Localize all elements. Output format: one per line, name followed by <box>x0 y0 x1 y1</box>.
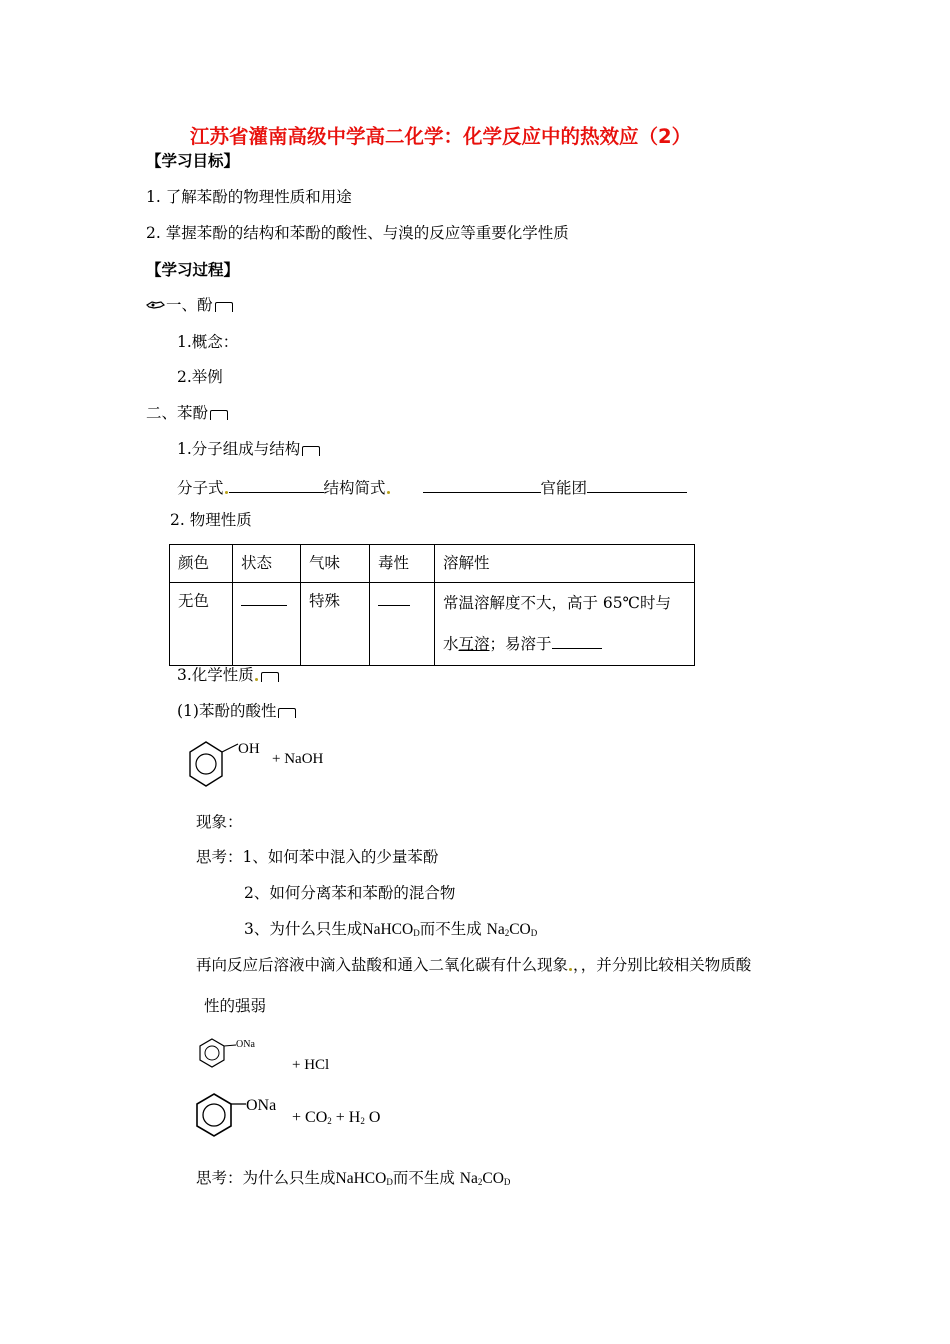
dot-mark <box>387 491 390 494</box>
acidity-heading <box>177 704 296 720</box>
solvent-blank[interactable] <box>552 634 602 649</box>
bracket-mark <box>302 446 320 456</box>
think-question <box>244 922 537 938</box>
table-cell-solubility <box>435 583 695 666</box>
physical-properties-table <box>169 544 695 666</box>
question-text: 思考：为什么只生成 <box>196 1169 336 1187</box>
table-header-cell: 状态 <box>233 545 301 583</box>
page-title: 江苏省灌南高级中学高二化学：化学反应中的热效应（2） <box>190 125 692 148</box>
think-question <box>196 850 438 866</box>
molecular-formula-label: 分子式 <box>177 479 224 497</box>
benzene-ring <box>190 742 222 786</box>
reacid-question-cont: 性的强弱 <box>204 997 267 1015</box>
dot-mark <box>255 678 258 681</box>
phenoxide-label: ONa <box>236 1039 255 1050</box>
phenomenon-label: 现象： <box>196 813 243 831</box>
think-question-2 <box>196 1171 510 1187</box>
structure-formula-label: 结构简式 <box>323 479 386 497</box>
section-phenol-class <box>146 298 233 314</box>
concept-item: 1.概念： <box>177 333 239 351</box>
question-text: 而不生成 <box>419 920 482 938</box>
subsection-title: 3.化学性质 <box>177 666 254 684</box>
solubility-text: ；易溶于 <box>489 635 552 653</box>
objectives-heading: 【学习目标】 <box>146 151 240 170</box>
formula-na2co3: $Na_2CO_D$ <box>486 921 538 938</box>
question-text: 再向反应后溶液中滴入盐酸和通入二氧化碳有什么现象 <box>196 956 569 974</box>
section-phenol <box>146 406 228 422</box>
subsection-title: 1.分子组成与结构 <box>177 440 301 458</box>
subsection-chemical <box>177 668 279 684</box>
solubility-underlined: 互溶 <box>458 635 490 653</box>
structure-formula-blank[interactable] <box>423 478 541 493</box>
formula-nahco3: NaHCO$_D$ <box>335 1170 393 1187</box>
bond-line <box>222 744 238 752</box>
think-label: 思考： <box>196 848 243 866</box>
aromatic-circle <box>203 1104 225 1126</box>
formula-na2co3: $Na_2CO_D$ <box>459 1170 511 1187</box>
functional-group-blank[interactable] <box>587 478 687 493</box>
molecular-formula-blank[interactable] <box>229 478 324 493</box>
table-cell-color: 无色 <box>170 583 233 666</box>
table-header-row <box>170 545 695 583</box>
solubility-line <box>443 624 686 665</box>
bracket-mark <box>210 410 228 420</box>
functional-group-label: 官能团 <box>540 479 588 497</box>
bracket-mark <box>215 302 233 312</box>
formula-nahco3: NaHCO$_D$ <box>362 921 420 938</box>
objective-item: 2. 掌握苯酚的结构和苯酚的酸性、与溴的反应等重要化学性质 <box>146 224 569 242</box>
question-text: 而不生成 <box>392 1169 455 1187</box>
aromatic-circle <box>205 1046 219 1060</box>
section-title: 二、苯酚 <box>146 404 209 422</box>
solubility-line: 常温溶解度不大，高于 65℃时与 <box>443 594 671 612</box>
question-text: 3、为什么只生成 <box>244 920 363 938</box>
reagent-co2-h2o: + $CO_2 + H_2$ O <box>292 1109 381 1126</box>
table-header-cell: 毒性 <box>370 545 435 583</box>
table-cell-odor: 特殊 <box>301 583 370 666</box>
hand-icon <box>146 299 166 311</box>
subsection-structure <box>177 442 320 458</box>
reagent-naoh: + NaOH <box>272 751 324 767</box>
question-text: 1、如何苯中混入的少量苯酚 <box>242 848 439 866</box>
process-heading: 【学习过程】 <box>146 260 240 279</box>
phenoxide-label: ONa <box>246 1097 277 1114</box>
bracket-mark <box>278 708 296 718</box>
table-cell-toxicity <box>370 583 435 666</box>
dot-mark <box>569 968 572 971</box>
subsection-physical: 2. 物理性质 <box>170 511 252 529</box>
table-row <box>170 583 695 666</box>
bracket-mark <box>261 672 279 682</box>
table-header-cell: 溶解性 <box>435 545 695 583</box>
acidity-title: (1)苯酚的酸性 <box>177 702 277 720</box>
reacid-question <box>196 958 751 974</box>
dot-mark <box>225 491 228 494</box>
formula-line <box>177 478 687 497</box>
solubility-text: 水 <box>443 635 459 653</box>
section-title: 一、酚 <box>166 296 213 314</box>
table-cell-state <box>233 583 301 666</box>
toxicity-blank[interactable] <box>378 591 410 606</box>
table-header-cell: 颜色 <box>170 545 233 583</box>
example-item: 2.举例 <box>177 368 223 386</box>
reagent-hcl: + HCl <box>292 1057 330 1073</box>
table-header-cell: 气味 <box>301 545 370 583</box>
objective-item: 1. 了解苯酚的物理性质和用途 <box>146 188 352 206</box>
state-blank[interactable] <box>241 591 287 606</box>
question-text: ，，并分别比较相关物质酸 <box>573 956 752 974</box>
bond-line <box>224 1045 236 1046</box>
benzene-ring <box>197 1094 231 1136</box>
aromatic-circle <box>196 754 216 774</box>
hydroxyl-label: OH <box>238 741 260 757</box>
think-question: 2、如何分离苯和苯酚的混合物 <box>244 884 456 902</box>
benzene-ring <box>200 1039 224 1067</box>
